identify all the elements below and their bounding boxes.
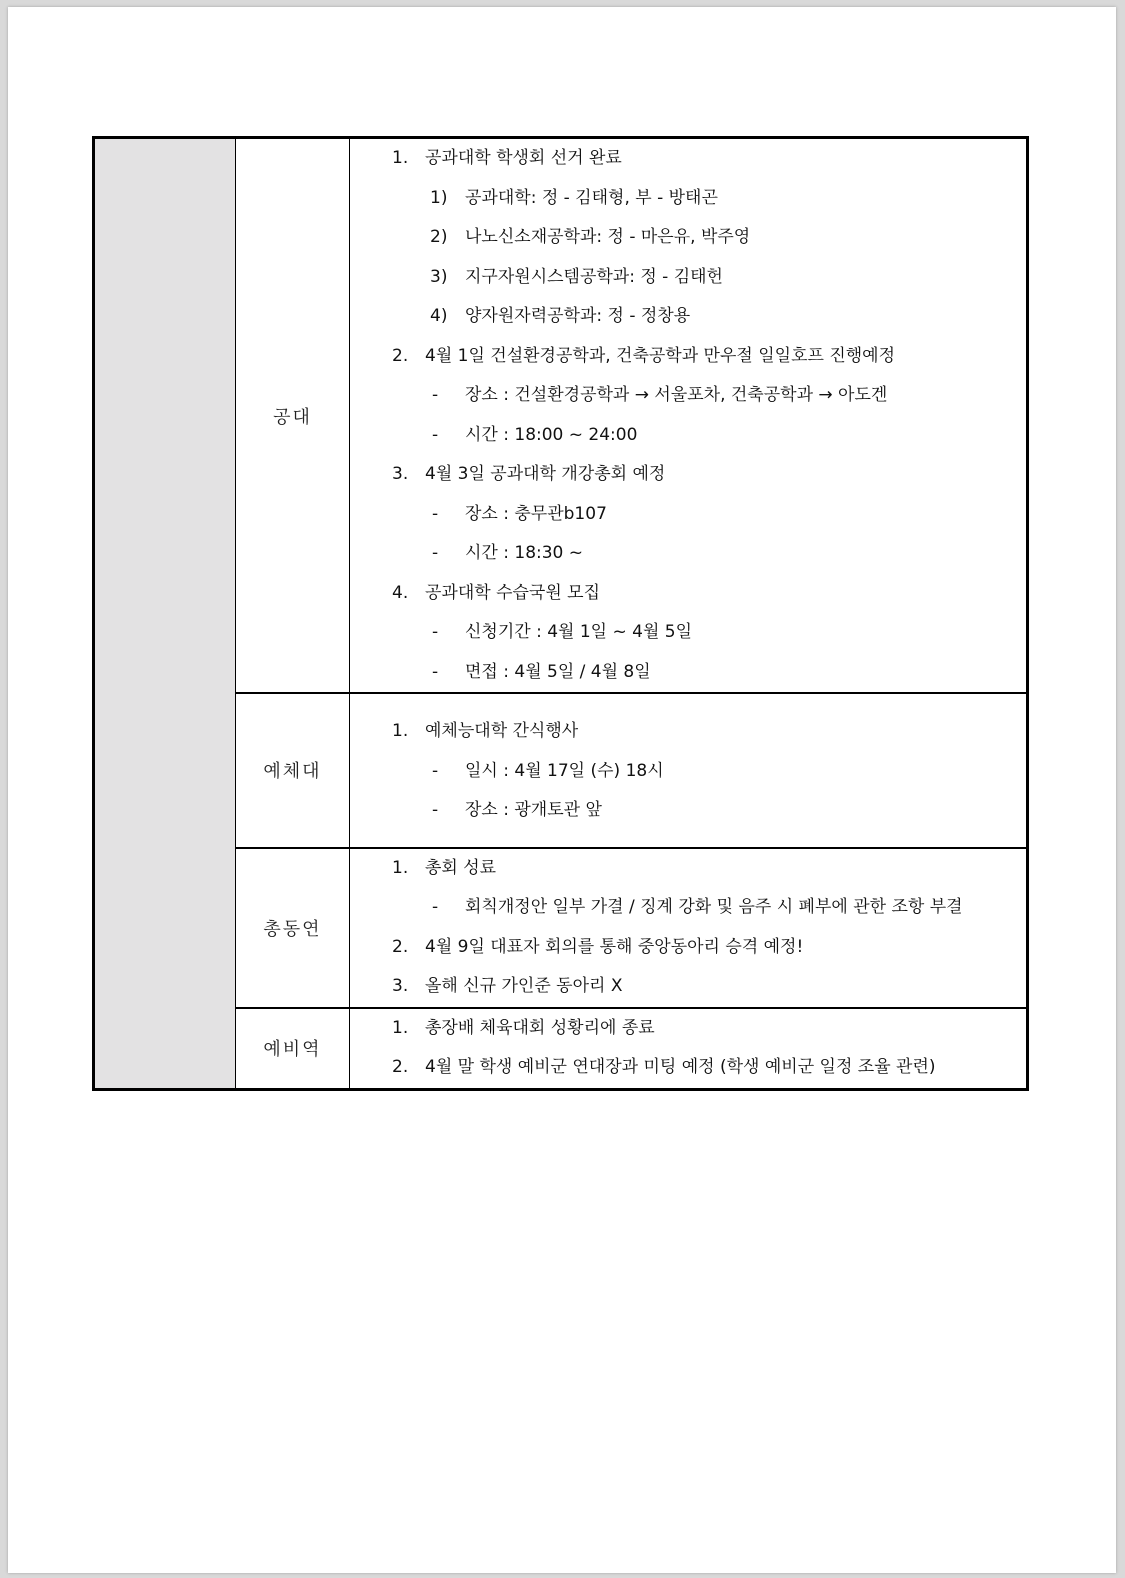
table-body <box>94 138 1028 1090</box>
section-content <box>350 848 1028 1008</box>
list-item-text: 장소 : 건설환경공학과 → 서울포차, 건축공학과 → 아도겐 <box>465 385 888 405</box>
department-label: 공대 <box>236 138 350 694</box>
list-item <box>350 1009 1026 1049</box>
list-item <box>350 849 1026 889</box>
list-item <box>350 376 1026 416</box>
list-item <box>350 967 1026 1007</box>
list-item <box>350 455 1026 495</box>
section-content <box>350 693 1028 848</box>
list-item <box>350 752 1026 792</box>
list-item <box>350 258 1026 298</box>
list-item <box>350 297 1026 337</box>
list-marker: 1. <box>392 1017 409 1038</box>
document-page <box>8 7 1116 1573</box>
department-label: 예체대 <box>236 693 350 848</box>
department-label: 예비역 <box>236 1008 350 1090</box>
list-marker: 1. <box>392 857 409 878</box>
list-item <box>350 574 1026 614</box>
section-content <box>350 138 1028 694</box>
category-column-cell <box>94 138 236 1090</box>
list-item-text: 면접 : 4월 5일 / 4월 8일 <box>465 661 651 682</box>
list-item-text: 4월 3일 공과대학 개강총회 예정 <box>425 464 666 484</box>
list-item <box>350 928 1026 968</box>
list-marker: - <box>432 424 439 445</box>
list-marker: - <box>432 622 439 642</box>
list-marker: 4. <box>392 582 409 603</box>
list-marker: 4) <box>430 306 448 326</box>
list-item-text: 공과대학 수습국원 모집 <box>425 582 601 603</box>
list-marker: 1) <box>430 187 448 208</box>
list-item <box>350 653 1026 693</box>
list-item-text: 공과대학 학생회 선거 완료 <box>425 148 622 168</box>
list-item-text: 총회 성료 <box>425 857 497 878</box>
list-marker: 3. <box>392 976 409 996</box>
list-marker: - <box>432 760 439 781</box>
list-item-text: 양자원자력공학과: 정 - 정창용 <box>465 306 691 326</box>
list-item-text: 예체능대학 간식행사 <box>425 721 579 741</box>
list-marker: 2. <box>392 936 409 957</box>
list-item <box>350 712 1026 752</box>
list-marker: - <box>432 661 439 682</box>
list-item-text: 올해 신규 가인준 동아리 X <box>425 976 623 996</box>
list-item <box>350 179 1026 219</box>
list-item <box>350 534 1026 574</box>
list-item-text: 일시 : 4월 17일 (수) 18시 <box>465 760 664 781</box>
list-marker: 1. <box>392 721 409 741</box>
list-marker: - <box>432 800 439 820</box>
list-marker: - <box>432 385 439 405</box>
list-marker: 2) <box>430 227 448 247</box>
list-item <box>350 139 1026 179</box>
section-content <box>350 1008 1028 1090</box>
list-marker: 2. <box>392 345 409 366</box>
list-item-text: 4월 9일 대표자 회의를 통해 중앙동아리 승격 예정! <box>425 936 804 957</box>
list-item-text: 회칙개정안 일부 가결 / 징계 강화 및 음주 시 폐부에 관한 조항 부결 <box>465 897 963 917</box>
list-item <box>350 495 1026 535</box>
list-item-text: 장소 : 충무관b107 <box>465 503 607 524</box>
list-item <box>350 613 1026 653</box>
list-item-text: 지구자원시스템공학과: 정 - 김태헌 <box>465 266 723 287</box>
list-item-text: 총장배 체육대회 성황리에 종료 <box>425 1017 655 1038</box>
list-item-text: 4월 1일 건설환경공학과, 건축공학과 만우절 일일호프 진행예정 <box>425 345 896 366</box>
meeting-minutes-table <box>92 136 1029 1091</box>
list-item-text: 4월 말 학생 예비군 연대장과 미팅 예정 (학생 예비군 일정 조율 관련) <box>425 1057 936 1077</box>
list-item <box>350 337 1026 377</box>
list-item-text: 공과대학: 정 - 김태형, 부 - 방태곤 <box>465 187 718 208</box>
list-item-text: 시간 : 18:00 ~ 24:00 <box>465 424 638 445</box>
list-marker: - <box>432 503 439 524</box>
list-item <box>350 888 1026 928</box>
department-label: 총동연 <box>236 848 350 1008</box>
list-marker: 2. <box>392 1057 409 1077</box>
list-marker: 3. <box>392 464 409 484</box>
list-item <box>350 791 1026 831</box>
list-item-text: 신청기간 : 4월 1일 ~ 4월 5일 <box>465 622 693 642</box>
list-marker: 1. <box>392 148 409 168</box>
list-item-text: 장소 : 광개토관 앞 <box>465 800 602 820</box>
list-item-text: 시간 : 18:30 ~ <box>465 543 584 563</box>
section-row <box>94 138 1028 694</box>
list-item <box>350 416 1026 456</box>
list-marker: 3) <box>430 266 448 287</box>
list-marker: - <box>432 897 439 917</box>
list-marker: - <box>432 543 439 563</box>
list-item <box>350 1048 1026 1088</box>
list-item <box>350 218 1026 258</box>
list-item-text: 나노신소재공학과: 정 - 마은유, 박주영 <box>465 227 751 247</box>
